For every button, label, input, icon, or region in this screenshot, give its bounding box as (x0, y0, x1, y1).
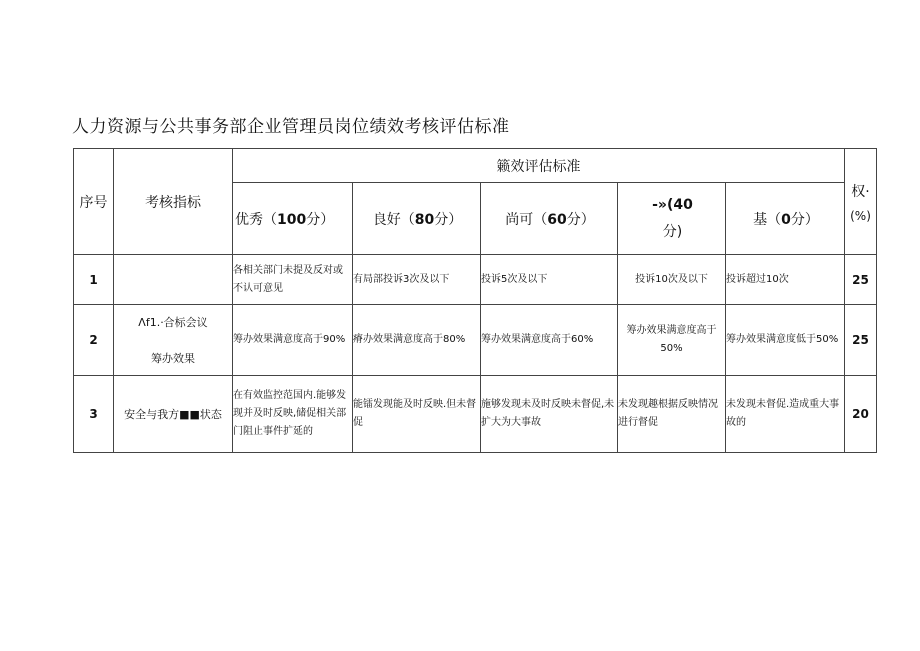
row-cell: 投诉5次及以下 (481, 255, 618, 305)
header-weight-line1: 权· (851, 183, 870, 200)
row-seq: 2 (74, 305, 114, 376)
row-weight: 20 (845, 376, 877, 453)
row-indicator: 安全与我方■■状态 (114, 376, 233, 453)
row-weight: 25 (845, 305, 877, 376)
row-cell: 投诉超过10次 (726, 255, 845, 305)
grade-unit: 分） (566, 211, 595, 228)
grade-label: 尚可（ (505, 211, 548, 228)
row-cell: 施够发现未及时反映未督促,未扩大为大事故 (481, 376, 618, 453)
grade-points: 0 (781, 211, 791, 228)
table-row (74, 305, 877, 376)
row-indicator-line1: Λf1.·合标会议 (138, 316, 208, 329)
grade-points: 100 (277, 211, 307, 228)
row-weight: 25 (845, 255, 877, 305)
row-indicator (114, 255, 233, 305)
row-cell: 能镭发现能及时反映.但未督促 (353, 376, 481, 453)
header-seq: 序号 (74, 149, 114, 255)
grade-good (353, 183, 481, 255)
row-indicator-line2: 筹办效果 (151, 352, 195, 365)
grade-points: 80 (414, 211, 435, 228)
row-indicator (114, 305, 233, 376)
header-eval-standard: 籁效评估标准 (233, 149, 845, 183)
row-cell: 有局部投诉3次及以下 (353, 255, 481, 305)
grade-label: 基（ (753, 211, 782, 228)
grade-fail (726, 183, 845, 255)
row-cell: 未发现趣根据反映情况进行督促 (618, 376, 726, 453)
row-cell: 筹办效果满意度低于50% (726, 305, 845, 376)
grade-fair (481, 183, 618, 255)
row-cell: 投诉10次及以下 (618, 255, 726, 305)
row-seq: 1 (74, 255, 114, 305)
row-cell: 筹办效果满意度高于60% (481, 305, 618, 376)
header-weight (845, 149, 877, 255)
table-row (74, 376, 877, 453)
header-weight-line2: (%) (850, 208, 871, 223)
table-row (74, 255, 877, 305)
grade-unit: 分) (662, 223, 683, 240)
grade-unit: 分） (306, 211, 335, 228)
grade-unit: 分） (434, 211, 463, 228)
row-cell: 筹办效果满意度高于50% (618, 305, 726, 376)
grade-poor (618, 183, 726, 255)
page-title: 人力资源与公共事务部企业管理员岗位绩效考核评估标准 (72, 117, 510, 137)
evaluation-table (73, 148, 877, 453)
grade-excellent (233, 183, 353, 255)
header-indicator: 考核指标 (114, 149, 233, 255)
row-seq: 3 (74, 376, 114, 453)
row-cell: 筹办效果满意度高于90% (233, 305, 353, 376)
row-cell: 瘠办效果满意度高于80% (353, 305, 481, 376)
row-cell: 未发现未督促.造成重大事故的 (726, 376, 845, 453)
grade-label: 优秀（ (235, 211, 277, 228)
row-cell: 各相关部门未提及反对或不认可意见 (233, 255, 353, 305)
row-cell: 在有效监控范国内.能够发现并及时反映,储促相关部门阻止事件扩延的 (233, 376, 353, 453)
grade-label: 良好（ (372, 211, 415, 228)
grade-unit: 分） (790, 211, 819, 228)
grade-label: -»(40 (652, 196, 693, 213)
grade-points: 60 (547, 211, 567, 228)
